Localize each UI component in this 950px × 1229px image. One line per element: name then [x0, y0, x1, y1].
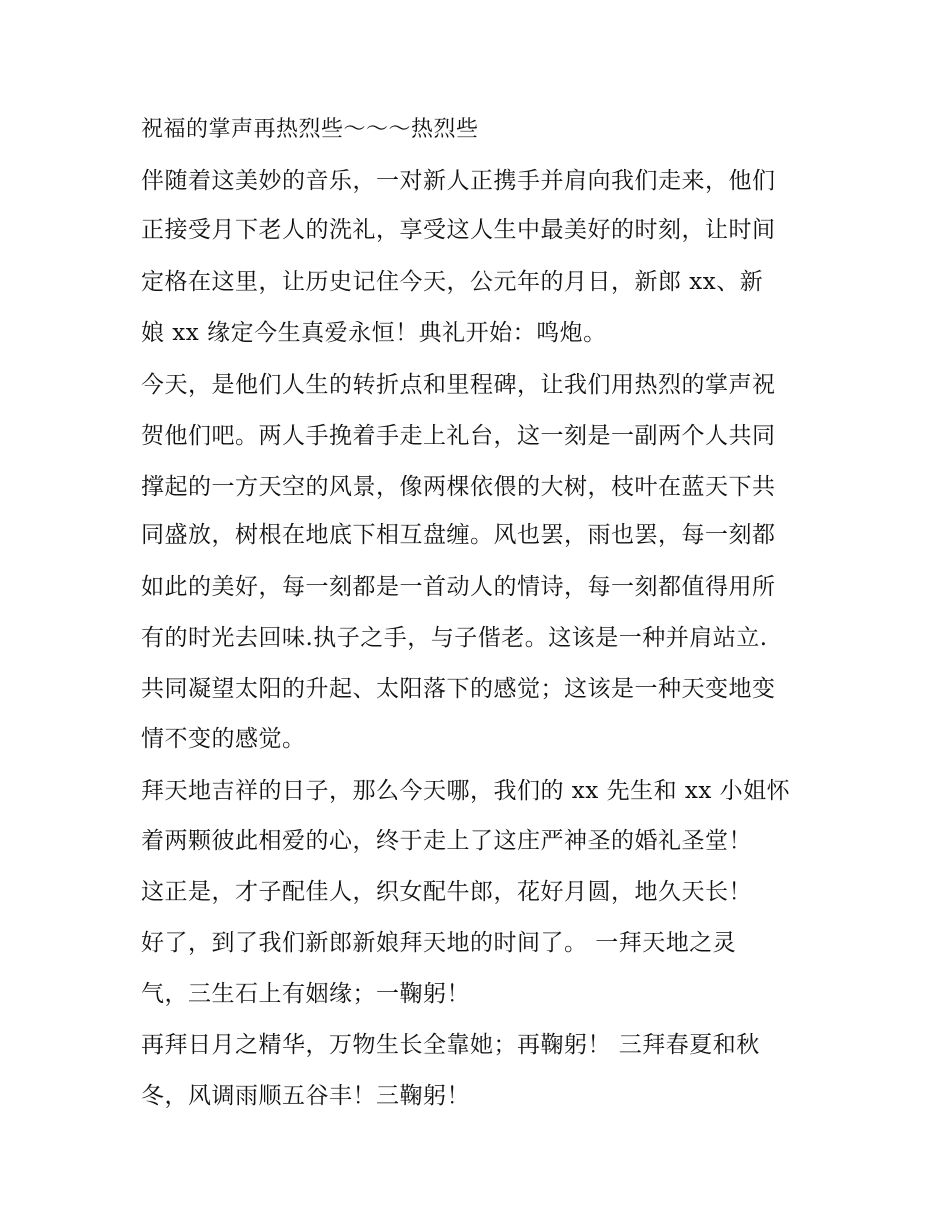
- text-line: 情不变的感觉。: [141, 726, 306, 752]
- text-line: 拜天地吉祥的日子，那么今天哪，我们的 xx 先生和 xx 小姐怀: [141, 778, 791, 804]
- text-line: 娘 xx 缘定今生真爱永恒！典礼开始：鸣炮。: [141, 320, 607, 346]
- text-line: 有的时光去回味.执子之手，与子偕老。这该是一种并肩站立.: [141, 625, 768, 651]
- text-line: 今天，是他们人生的转折点和里程碑，让我们用热烈的掌声祝: [141, 372, 776, 398]
- text-line: 共同凝望太阳的升起、太阳落下的感觉；这该是一种天变地变: [141, 676, 776, 702]
- text-line: 好了，到了我们新郎新娘拜天地的时间了。 一拜天地之灵: [141, 930, 737, 956]
- text-line: 着两颗彼此相爱的心，终于走上了这庄严神圣的婚礼圣堂！: [141, 828, 752, 854]
- text-line: 祝福的掌声再热烈些～～～热烈些: [141, 117, 479, 142]
- text-line: 贺他们吧。两人手挽着手走上礼台，这一刻是一副两个人共同: [141, 423, 776, 449]
- text-line: 冬，风调雨顺五谷丰！三鞠躬！: [141, 1083, 470, 1109]
- text-line: 如此的美好，每一刻都是一首动人的情诗，每一刻都值得用所: [141, 574, 776, 600]
- text-line: 这正是，才子配佳人，织女配牛郎，花好月圆，地久天长！: [141, 879, 752, 905]
- text-line: 气，三生石上有姻缘；一鞠躬！: [141, 981, 470, 1007]
- text-line: 撑起的一方天空的风景，像两棵依偎的大树，枝叶在蓝天下共: [141, 474, 776, 500]
- text-line: 再拜日月之精华，万物生长全靠她；再鞠躬！ 三拜春夏和秋: [141, 1032, 760, 1058]
- text-line: 同盛放，树根在地底下相互盘缠。风也罢，雨也罢，每一刻都: [141, 522, 776, 548]
- text-line: 正接受月下老人的洗礼，享受这人生中最美好的时刻，让时间: [141, 217, 776, 243]
- text-line: 伴随着这美妙的音乐，一对新人正携手并肩向我们走来，他们: [141, 168, 776, 194]
- text-line: 定格在这里，让历史记住今天，公元年的月日，新郎 xx、新: [141, 269, 764, 295]
